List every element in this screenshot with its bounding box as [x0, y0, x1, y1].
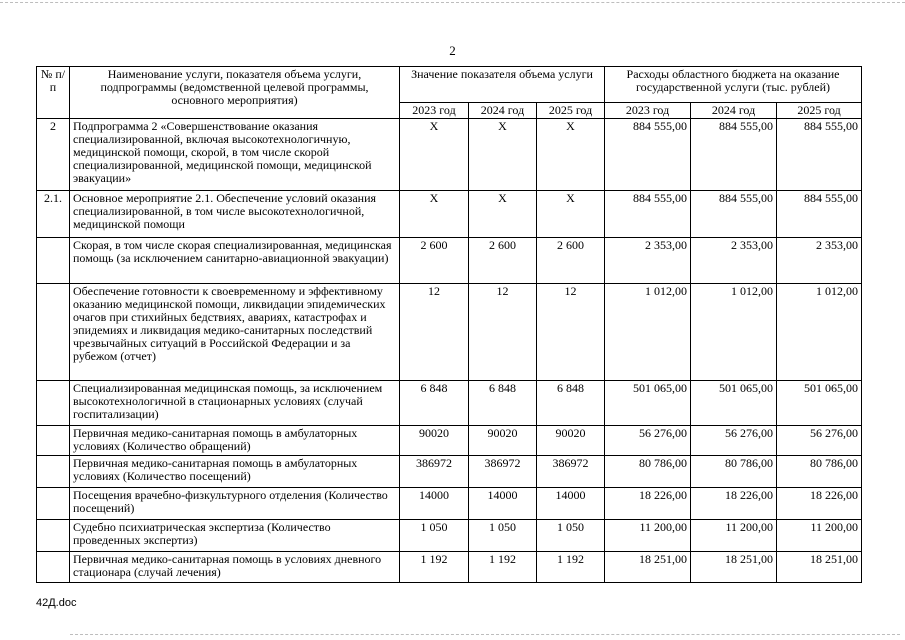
- expense-2024: 80 786,00: [691, 456, 777, 488]
- row-number: [37, 456, 70, 488]
- header-volume-group: Значение показателя объема услуги: [400, 67, 605, 103]
- volume-2025: 386972: [537, 456, 605, 488]
- expense-2024: 884 555,00: [691, 191, 777, 238]
- expense-2024: 11 200,00: [691, 520, 777, 552]
- row-name: Специализированная медицинская помощь, за исключением высокотехнологичной в стационарных условиях (случай госпитализации): [70, 381, 400, 426]
- volume-2025: 12: [537, 284, 605, 381]
- expense-2023: 56 276,00: [605, 426, 691, 456]
- row-name: Посещения врачебно-физкультурного отделения (Количество посещений): [70, 488, 400, 520]
- volume-2024: 386972: [469, 456, 537, 488]
- page-number: 2: [449, 43, 456, 58]
- expense-2023: 501 065,00: [605, 381, 691, 426]
- volume-2023: 2 600: [400, 238, 469, 284]
- row-name: Подпрограмма 2 «Совершенствование оказания специализированной, включая высокотехнологичную, медицинской помощи, скорой, в том числе скорой специализированной, медицинской помощи, медицинской эвакуации»: [70, 119, 400, 191]
- volume-2024: 2 600: [469, 238, 537, 284]
- row-number: [37, 238, 70, 284]
- expense-2023: 884 555,00: [605, 119, 691, 191]
- table-row: [37, 426, 862, 456]
- budget-table: [36, 66, 862, 583]
- table-row: [37, 238, 862, 284]
- expense-2024: 56 276,00: [691, 426, 777, 456]
- header-expense-group: Расходы областного бюджета на оказание государственной услуги (тыс. рублей): [605, 67, 862, 103]
- volume-2024: X: [469, 191, 537, 238]
- volume-2024: 90020: [469, 426, 537, 456]
- table-row: [37, 119, 862, 191]
- volume-2024: 6 848: [469, 381, 537, 426]
- table-row: [37, 284, 862, 381]
- expense-2025: 2 353,00: [777, 238, 862, 284]
- row-number: [37, 284, 70, 381]
- header-name: Наименование услуги, показателя объема услуги, подпрограммы (ведомственной целевой программы, основного мероприятия): [70, 67, 400, 119]
- expense-2024: 18 226,00: [691, 488, 777, 520]
- row-name: Первичная медико-санитарная помощь в амбулаторных условиях (Количество посещений): [70, 456, 400, 488]
- header-expense-year-2025: 2025 год: [777, 103, 862, 119]
- header-expense-year-2023: 2023 год: [605, 103, 691, 119]
- expense-2023: 80 786,00: [605, 456, 691, 488]
- volume-2023: 1 192: [400, 552, 469, 583]
- volume-2025: 1 050: [537, 520, 605, 552]
- volume-2023: 1 050: [400, 520, 469, 552]
- table-row: [37, 381, 862, 426]
- volume-2025: 2 600: [537, 238, 605, 284]
- header-volume-year-2025: 2025 год: [537, 103, 605, 119]
- table-row: [37, 488, 862, 520]
- table-row: [37, 456, 862, 488]
- expense-2023: 884 555,00: [605, 191, 691, 238]
- table-row: [37, 552, 862, 583]
- volume-2023: 6 848: [400, 381, 469, 426]
- table-row: [37, 191, 862, 238]
- header-expense-year-2024: 2024 год: [691, 103, 777, 119]
- header-num: № п/п: [37, 67, 70, 119]
- expense-2024: 884 555,00: [691, 119, 777, 191]
- row-number: [37, 488, 70, 520]
- row-number: 2: [37, 119, 70, 191]
- expense-2025: 11 200,00: [777, 520, 862, 552]
- volume-2023: 12: [400, 284, 469, 381]
- volume-2024: 1 050: [469, 520, 537, 552]
- expense-2024: 501 065,00: [691, 381, 777, 426]
- volume-2024: 1 192: [469, 552, 537, 583]
- row-number: [37, 426, 70, 456]
- expense-2023: 18 226,00: [605, 488, 691, 520]
- expense-2025: 1 012,00: [777, 284, 862, 381]
- row-number: 2.1.: [37, 191, 70, 238]
- expense-2025: 884 555,00: [777, 191, 862, 238]
- volume-2025: 14000: [537, 488, 605, 520]
- expense-2025: 501 065,00: [777, 381, 862, 426]
- table-row: [37, 520, 862, 552]
- expense-2024: 1 012,00: [691, 284, 777, 381]
- row-name: Первичная медико-санитарная помощь в амбулаторных условиях (Количество обращений): [70, 426, 400, 456]
- volume-2024: 14000: [469, 488, 537, 520]
- expense-2023: 2 353,00: [605, 238, 691, 284]
- volume-2025: X: [537, 119, 605, 191]
- expense-2025: 80 786,00: [777, 456, 862, 488]
- row-name: Скорая, в том числе скорая специализированная, медицинская помощь (за исключением санитарно-авиационной эвакуации): [70, 238, 400, 284]
- scan-artifact-bottom: [70, 634, 900, 635]
- expense-2023: 11 200,00: [605, 520, 691, 552]
- header-volume-year-2024: 2024 год: [469, 103, 537, 119]
- expense-2025: 18 251,00: [777, 552, 862, 583]
- volume-2025: X: [537, 191, 605, 238]
- header-volume-year-2023: 2023 год: [400, 103, 469, 119]
- volume-2025: 6 848: [537, 381, 605, 426]
- row-name: Первичная медико-санитарная помощь в условиях дневного стационара (случай лечения): [70, 552, 400, 583]
- volume-2023: X: [400, 191, 469, 238]
- row-name: Обеспечение готовности к своевременному и эффективному оказанию медицинской помощи, ликвидации эпидемических очагов при стихийных бедствиях, авариях, катастрофах и эпидемиях и ликвидация медико-санитарных последствий чрезвычайных ситуаций в Российской Федерации и за рубежом (отчет): [70, 284, 400, 381]
- row-name: Судебно психиатрическая экспертиза (Количество проведенных экспертиз): [70, 520, 400, 552]
- footer-filename: 42Д.doc: [36, 597, 77, 609]
- volume-2024: 12: [469, 284, 537, 381]
- volume-2023: 90020: [400, 426, 469, 456]
- expense-2025: 56 276,00: [777, 426, 862, 456]
- row-name: Основное мероприятие 2.1. Обеспечение условий оказания специализированной, в том числе высокотехнологичной, медицинской помощи: [70, 191, 400, 238]
- expense-2025: 18 226,00: [777, 488, 862, 520]
- expense-2023: 18 251,00: [605, 552, 691, 583]
- volume-2023: 14000: [400, 488, 469, 520]
- expense-2024: 18 251,00: [691, 552, 777, 583]
- expense-2023: 1 012,00: [605, 284, 691, 381]
- scan-artifact-top: [0, 2, 905, 3]
- expense-2025: 884 555,00: [777, 119, 862, 191]
- row-number: [37, 552, 70, 583]
- volume-2025: 1 192: [537, 552, 605, 583]
- expense-2024: 2 353,00: [691, 238, 777, 284]
- volume-2024: X: [469, 119, 537, 191]
- volume-2023: 386972: [400, 456, 469, 488]
- row-number: [37, 381, 70, 426]
- volume-2025: 90020: [537, 426, 605, 456]
- volume-2023: X: [400, 119, 469, 191]
- row-number: [37, 520, 70, 552]
